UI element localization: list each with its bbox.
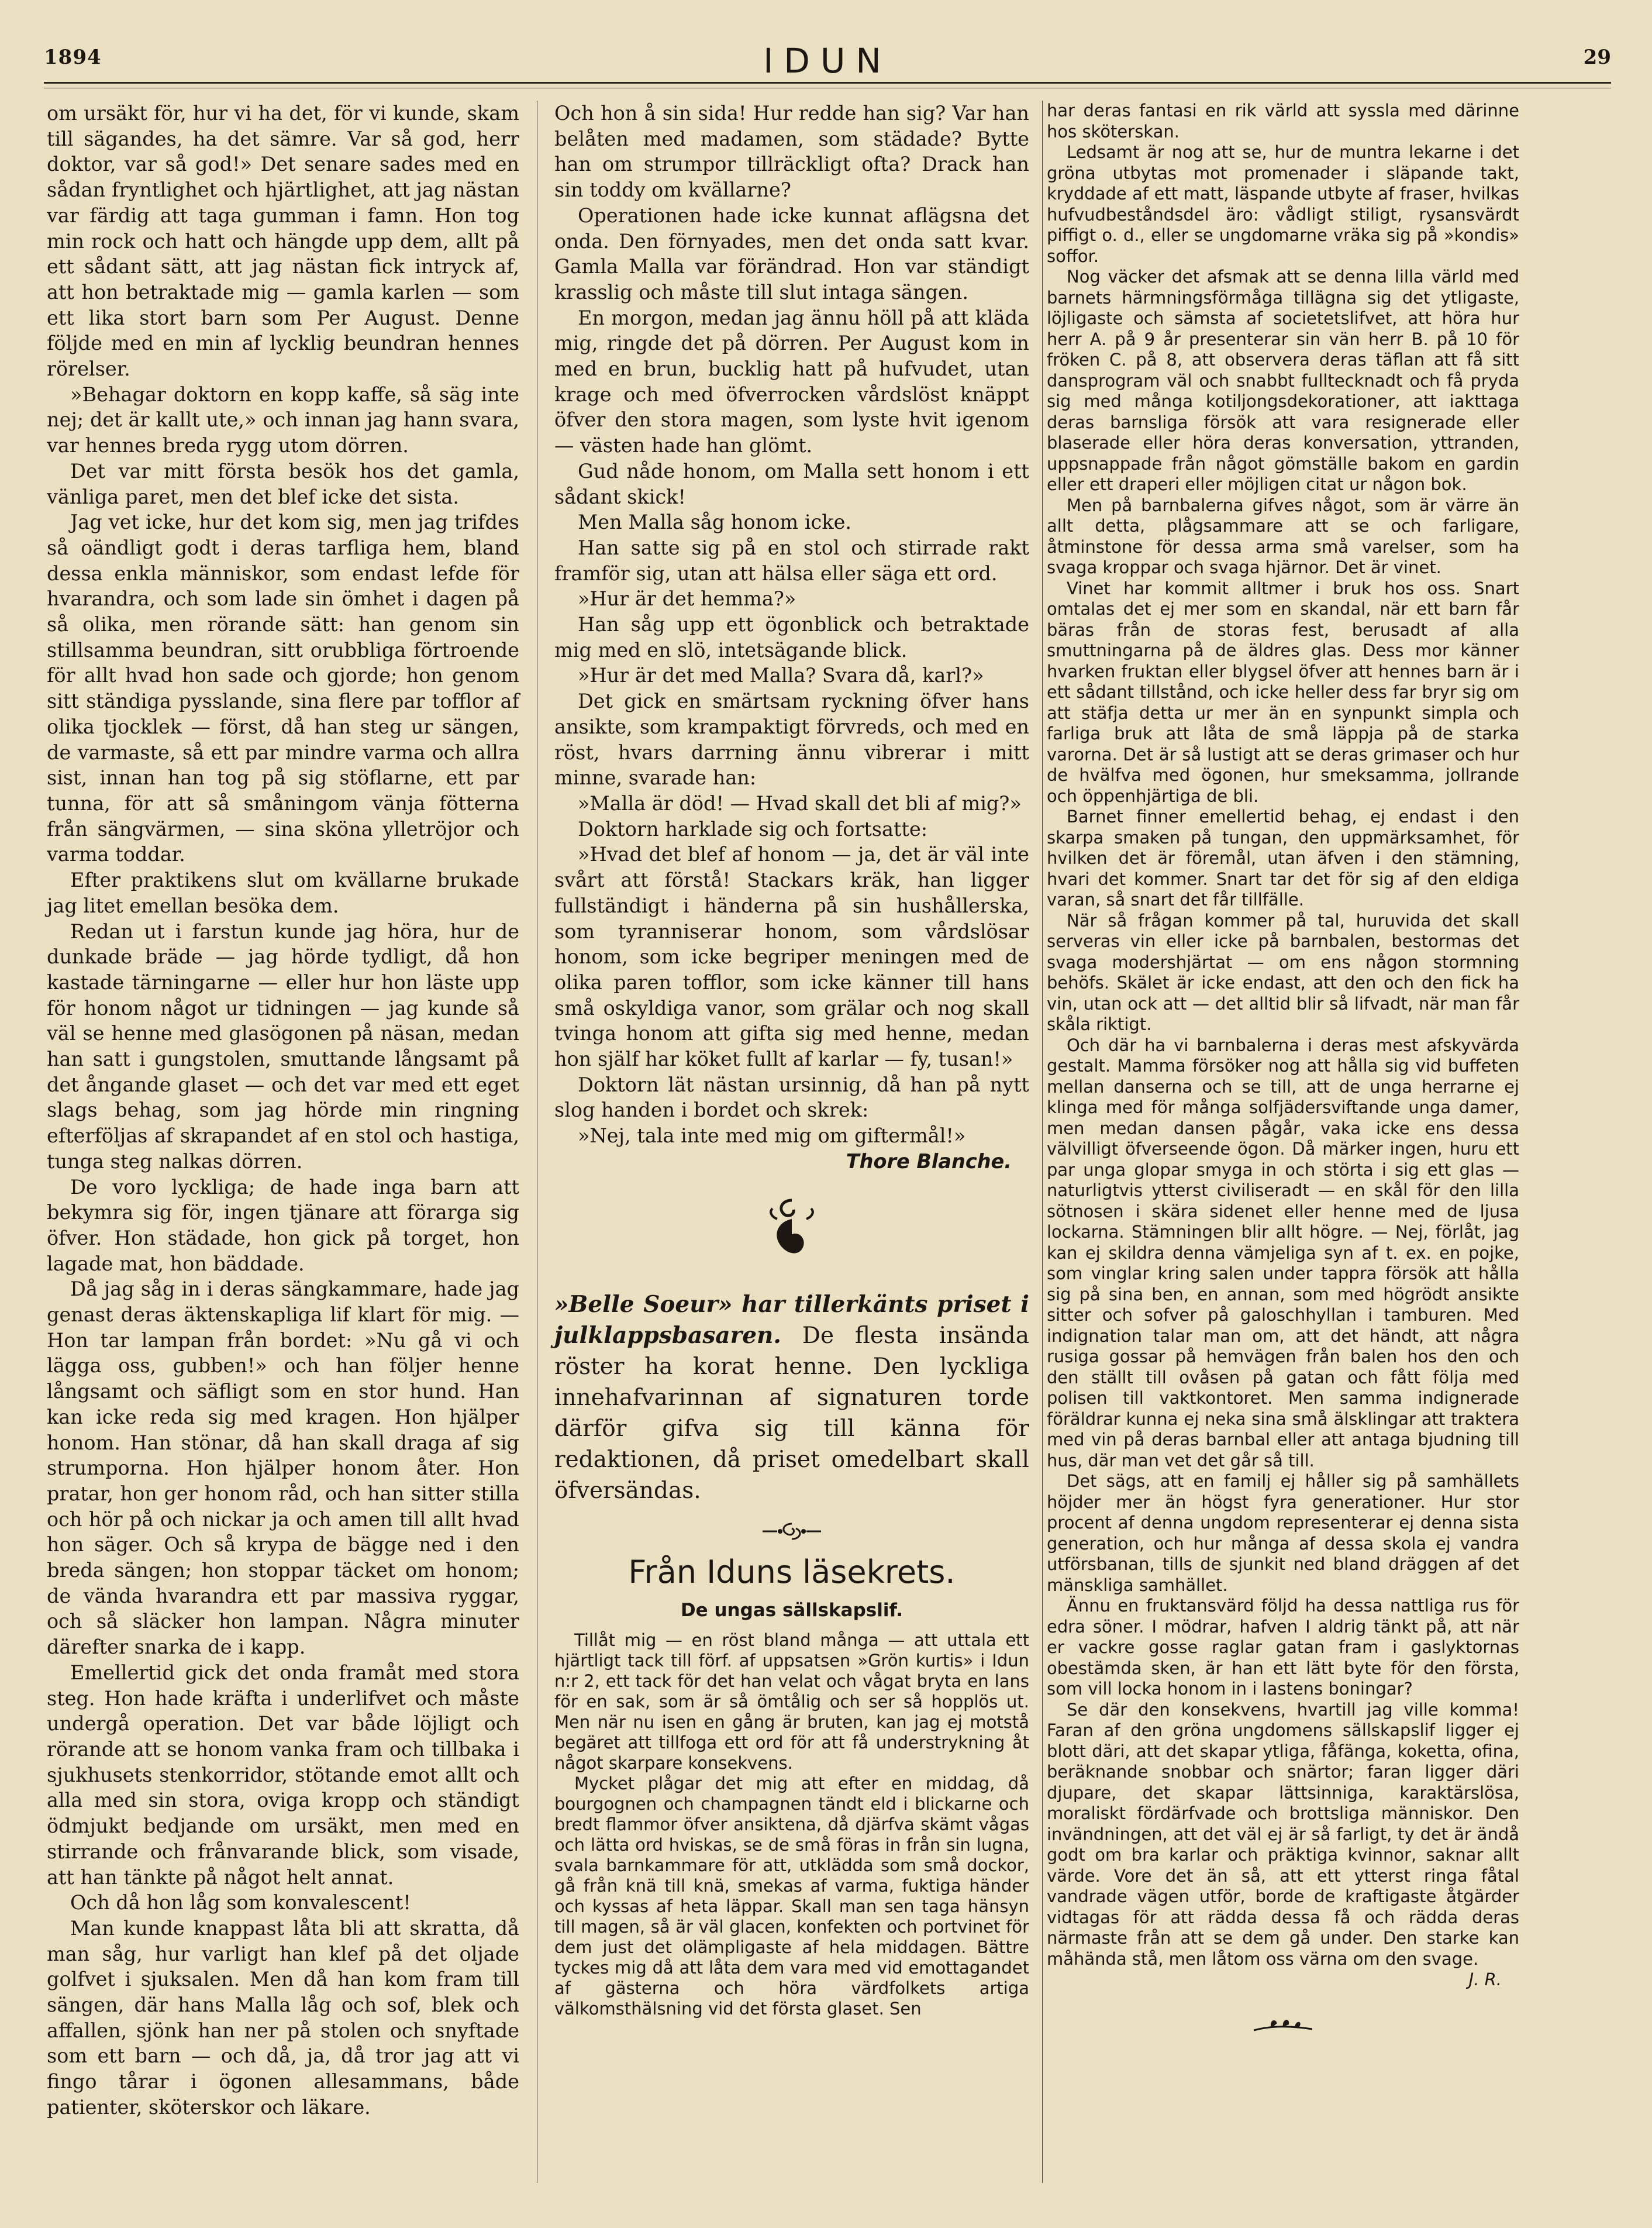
article-body (554, 1630, 1029, 2019)
col1-paragraph: Jag vet icke, hur det kom sig, men jag trifdes så oändligt godt i deras tarfliga hem, bland dessa enkla människor, som endast lefde för hvarandra, och som lade sin ömhet i dagen på så olika, men rörande sätt: han genom sin stillsamma beundran, sitt orubbliga förtroende för allt hvad hon sade och gjorde; hon genom sitt ständiga pysslande, sina flere par tofflor af olika tjocklek — först, då han steg ur sängen, de varmaste, så ett par mindre varma och allra sist, innan han tog på sig stöflarne, ett par tunna, för att så småningom vänja fötterna från sängvärmen, — sina sköna ylletröjor och varma toddar. (47, 511, 519, 866)
header-rule (44, 82, 1611, 84)
scroll-ornament-icon (760, 1521, 824, 1541)
article-paragraph: Tillåt mig — en röst bland många — att uttala ett hjärtligt tack till förf. af uppsatsen »Grön kurtis» i Idun n:r 2, ett tack för det han velat och vågat bryta en lans för en sak, som är så ömtålig och ser så hopplös ut. Men när nu isen en gång är bruten, kan jag ej motstå begäret att tillfoga ett ord för att få understrykning åt något skarpare konsekvens. (554, 1630, 1029, 1774)
column-divider (1042, 101, 1043, 2183)
col2-paragraph: Operationen hade icke kunnat aflägsna det onda. Den förnyades, men det onda satt kvar. Gamla Malla var förändrad. Hon var ständigt krasslig och måste till slut intaga sängen. (554, 204, 1029, 304)
col1-paragraph: Det var mitt första besök hos det gamla, vänliga paret, men det blef icke det sista. (47, 459, 519, 508)
col1-paragraph: Emellertid gick det onda framåt med stora steg. Hon hade kräfta i underlifvet och måste undergå operation. Det var både löjligt och rörande att se honom vanka fram och tillbaka i sjukhusets stenkorridor, stötande emot allt och alla med sin stora, oviga kropp och ständigt ödmjukt bedjande om ursäkt, men med en stirrande och frånvarande blick, som visade, att han tänkte på något helt annat. (47, 1661, 519, 1889)
col3-paragraph: Barnet finner emellertid behag, ej endast i den skarpa smaken på tungan, den uppmärksamhet, för hvilken det är föremål, utan äfven i den stämning, hvari det kommer. Snart tar det för sig af den eldiga varan, så snart det får tillfälle. (1047, 807, 1519, 910)
story-signature: Thore Blanche. (846, 1149, 1012, 1173)
col1-paragraph: De voro lyckliga; de hade inga barn att bekymra sig för, ingen tjänare att förarga sig öfver. Hon städade, hon gick på torget, hon lagade mat, hon bäddade. (47, 1175, 519, 1275)
column-3 (1047, 101, 1519, 2054)
end-ornament (1047, 2014, 1519, 2043)
col3-paragraph: När så frågan kommer på tal, huruvida det skall serveras vin eller icke på barnbalen, bestormas det svaga modershjärtat — om ens någon stormning behöfs. Skälet är icke endast, att den och den fick ha vin, utan ock att — det alltid blir så lifvadt, när man får skåla riktigt. (1047, 910, 1519, 1034)
col3-paragraph: Vinet har kommit alltmer i bruk hos oss. Snart omtalas det ej mer som en skandal, när ett barn får bäras från de storas fest, berusadt af alla smuttningarna på de äldres glas. Dess mor känner hvarken fruktan eller blygsel öfver att hennes barn är i ett sådant tillstånd, och icke heller dess far bryr sig om att stäfja detta ur mer än en synpunkt simpla och farliga bruk att låta de små läppja på de starka varorna. Det är så lustigt att se deras grimaser och hur de hvälfva med ögonen, hur smeksamma, jollrande och öppenhjärtiga de bli. (1047, 578, 1519, 806)
col3-paragraph: Nog väcker det afsmak att se denna lilla värld med barnets härmningsförmåga tillägna sig det ytligaste, löjligaste och sämsta af societetslifvet, att höra hur herr A. på 9 år presenterar sin vän herr B. på 10 för fröken C. på 8, att observera deras täflan att få sitt dansprogram väl och snabbt fulltecknadt och få pryda sig med många kotiljongsdekorationer, att iakttaga deras barnsliga försök att vara resignerade eller blaserade eller höra deras konversation, yttranden, uppsnappade från något gömställe bakom en gardin eller ett draperi eller möjligen citat ur någon bok. (1047, 267, 1519, 494)
section-title: Från Iduns läsekrets. (628, 1553, 956, 1590)
fleuron-icon (765, 1196, 818, 1260)
col3-paragraph: Ledsamt är nog att se, hur de muntra lekarne i det gröna utbytas mot promenader i släpande takt, kryddade af ett matt, läspande utbyte af fraser, hvilkas hufvudbeståndsdel äro: vådligt stiligt, rysansvärdt piffigt o. d., eller se ungdomarne vräka sig på »kondis» soffor. (1047, 142, 1519, 266)
col2-paragraph: Men Malla såg honom icke. (578, 511, 852, 534)
page-header (44, 41, 1611, 82)
col3-paragraph: har deras fantasi en rik värld att syssla med därinne hos sköterskan. (1047, 101, 1519, 142)
col3-paragraph: Men på barnbalerna gifves något, som är värre än allt detta, plågsammare att se och farligare, åtminstone för dessa arma små varelser, som ha svaga kroppar och svaga hjärnor. Det är vinet. (1047, 495, 1519, 577)
floral-ornament-icon (1248, 2014, 1318, 2037)
col2-paragraph: Han satte sig på en stol och stirrade rakt framför sig, utan att hälsa eller säga ett ord. (554, 536, 1029, 585)
col2-paragraph: En morgon, medan jag ännu höll på att kläda mig, ringde det på dörren. Per August kom in med en brun, bucklig hatt på hufvudet, utan krage och med öfverrocken vårdslöst knäppt öfver den stora magen, som lyste hvit igenom — västen hade han glömt. (554, 306, 1029, 457)
col2-paragraph: »Hur är det hemma?» (578, 587, 796, 611)
col3-paragraph: Och där ha vi barnbalerna i deras mest afskyvärda gestalt. Mamma försöker nog att hålla sig vid buffeten mellan danserna och se till, att de unga herrarne ej klinga med för många solfjädersviftande unga damer, men medan dansen pågår, vaka icke ens dessa välvilligt öfverseende ögon. Då märker ingen, huru ett par unga glopar smyga in och störta i sig ett glas — naturligtvis ytterst civiliseradt — en skål för den lilla sötnosen i skära sidenet eller henne med de ljusa lockarna. Stämningen blir allt högre. — Nej, förlåt, jag kan ej skildra denna vämjeliga syn af t. ex. en pojke, som vinglar kring salen under tappra försök att hålla sig på sina ben, en annan, som med högrödt ansikte sitter och sofver på galoschhyllan i tamburen. Med indignation talar man om, att det händt, att några rusiga gossar på hemvägen från balen hos den och den ställt till ovåsen på gatan och fått följa med polisen till vaktkontoret. Men samma indignerade föräldrar kunna ej neka sina små älsklingar att traktera med vin på deras barnbal eller att antaga bjudning till hus, där man vet det går så till. (1047, 1035, 1519, 1471)
col2-paragraph: Det gick en smärtsam ryckning öfver hans ansikte, som krampaktigt förvreds, och med en röst, hvars darrning ännu vibrerar i mitt minne, svarade han: (554, 690, 1029, 790)
col2-paragraph: Och hon å sin sida! Hur redde han sig? Var han belåten med madamen, som städade? Bytte han om strumpor tillräckligt ofta? Drack han sin toddy om kvällarne? (554, 102, 1029, 202)
article-subtitle: De ungas sällskapslif. (680, 1599, 903, 1621)
col3-paragraph: Se där den konsekvens, hvartill jag ville komma! Faran af den gröna ungdomens sällskapslif ligger ej blott däri, att det skapar ytliga, fåfänga, koketta, ofina, beräknande snobbar och snärtor; faran ligger däri djupare, det skapar lättsinniga, karaktärslösa, moraliskt fördärfvade och brottsliga människor. Den invändningen, att det väl ej är så farligt, ty det är ändå godt om bra karlar och präktiga kvinnor, saknar allt värde. Vore det än så, att ett ytterst ringa fåtal vandrade vägen utför, borde de kraftigaste åtgärder vidtagas för att rädda dessa få och rädda deras närmaste från att se dem gå under. Den starke kan måhända stå, men låtom oss värna om den svage. (1047, 1699, 1519, 1969)
col1-paragraph: om ursäkt för, hur vi ha det, för vi kunde, skam till sägandes, ha det sämre. Var så god, herr doktor, var så god!» Det senare sades med en sådan fryntlighet och hjärtlighet, att jag nästan var färdig att taga gumman i famn. Hon tog min rock och hatt och hängde upp dem, allt på ett sådant sätt, att jag nästan fick intryck af, att hon betraktade mig — gamla karlen — som ett lika stort barn som Per August. Denne följde med en min af lycklig beundran hennes rörelser. (47, 102, 519, 381)
col2-paragraph: Gud nåde honom, om Malla sett honom i ett sådant skick! (554, 459, 1029, 508)
col3-paragraph: Det sägs, att en familj ej håller sig på samhällets höjder mer än högst fyra generationer. Hur stor procent af denna ungdom representerar ej denna sista generation, och hur många af dessa skola ej vandra utförsbanan, tills de sjunkit ned bland dräggen af det mänskliga samhället. (1047, 1471, 1519, 1595)
page-number: 29 (1583, 46, 1611, 69)
col2-paragraph: Doktorn lät nästan ursinnig, då han på nytt slog handen i bordet och skrek: (554, 1073, 1029, 1122)
prize-notice (554, 1289, 1029, 1506)
column-2 (554, 101, 1029, 2019)
col2-paragraph: »Hvad det blef af honom — ja, det är väl inte svårt att förstå! Stackars kräk, han ligger fullständigt i händerna på sin hushållerska, som tyranniserar honom, som vårdslösar honom, som icke begriper meningen med de olika paren tofflor, som icke känner till hans små oskyldiga vanor, som grälar och nog skall tvinga honom att gifta sig med henne, medan hon själf har köket fullt af karlar — fy, tusan!» (554, 843, 1029, 1071)
col1-paragraph: Redan ut i farstun kunde jag höra, hur de dunkade bräde — jag hörde tydligt, då hon kastade tärningarne — eller hur hon läste upp för honom något ur tidningen — jag kunde så väl se henne med glasögonen på näsan, medan han satt i gungstolen, smuttande långsamt på det ångande glaset — och det var med ett eget slags behag, som jag hörde min ringning efterföljas af skrapandet af en stol och hastiga, tunga steg nalkas dörren. (47, 920, 519, 1173)
col2-paragraph: Doktorn harklade sig och fortsatte: (578, 817, 928, 841)
masthead: IDUN (763, 41, 892, 81)
col2-paragraph: Han såg upp ett ögonblick och betraktade mig med en slö, intetsägande blick. (554, 613, 1029, 662)
article-signature: J. R. (1468, 1969, 1502, 1989)
prize-notice-lead: »Belle Soeur» har tillerkänts priset i julklappsbasaren. (554, 1291, 1029, 1349)
article-paragraph: Mycket plågar det mig att efter en middag, då bourgognen och champagnen tändt eld i blickarne och bredt flammor öfver ansiktena, då djärfva skämt vågas och lätta ord hviskas, se de små föras in från sin lugna, svala barnkammare för att, utklädda som små dockor, gå från knä till knä, smekas af varma, fuktiga händer och kyssas af heta läppar. Skall man sen taga hänsyn till magen, så är väl glacen, konfekten och portvinet för dem just det olämpligaste af hela middagen. Bättre tyckes mig då att låta dem vara med vid emottagandet af gästerna och höra värdfolkets artiga välkomsthälsning vid det första glaset. Sen (554, 1774, 1029, 2019)
fleuron-ornament (554, 1196, 1029, 1266)
col1-paragraph: Man kunde knappast låta bli att skratta, då man såg, hur varligt han klef på det oljade golfvet i sjuksalen. Men då han kom fram till sängen, där hans Malla låg och sof, blek och affallen, sjönk han ner på stolen och snyftade som ett barn — och då, ja, då tror jag att vi fingo tårar i ögonen allesammans, både patienter, sköterskor och läkare. (47, 1916, 519, 2119)
col1-paragraph: Då jag såg in i deras sängkammare, hade jag genast deras äktenskapliga lif klart för mig. — Hon tar lampan från bordet: »Nu gå vi och lägga oss, gubben!» och han följer henne långsamt och säfligt som en stor hund. Han kan icke reda sig med kragen. Hon hjälper honom. Han stönar, då han skall draga af sig strumporna. Hon hjälper honom åter. Hon pratar, hon ger honom råd, och han sitter stilla och hör på och nickar ja och amen till allt hvad hon säger. Och så krypa de bägge ned i den breda sängen; hon stoppar täcket om honom; de vända hvarandra ett par massiva ryggar, och så släcker hon lampan. Några minuter därefter snarka de i kapp. (47, 1277, 519, 1659)
col1-paragraph: »Behagar doktorn en kopp kaffe, så säg inte nej; det är kallt ute,» och innan jag hann svara, var hennes breda rygg utom dörren. (47, 383, 519, 457)
column-1 (47, 101, 519, 2120)
col3-paragraph: Ännu en fruktansvärd följd ha dessa nattliga rus för edra söner. I mödrar, hafven I aldrig tänkt på, att när er vackre gosse raglar gatan fram i gaslyktornas obestämda sken, är han ett lätt byte för den första, som vill locka honom in i lastens boningar? (1047, 1596, 1519, 1699)
prize-notice-text: De flesta insända röster ha korat henne. Den lyckliga innehafvarinnan af signaturen torde därför gifva sig till känna för redaktionen, då priset omedelbart skall öfversändas. (554, 1323, 1029, 1504)
col2-paragraph: »Hur är det med Malla? Svara då, karl?» (578, 664, 984, 687)
col1-paragraph: Och då hon låg som konvalescent! (70, 1891, 411, 1914)
col2-paragraph: »Malla är död! — Hvad skall det bli af mig?» (578, 791, 1022, 815)
divider-ornament (554, 1521, 1029, 1548)
header-year: 1894 (44, 46, 102, 69)
col1-paragraph: Efter praktikens slut om kvällarne brukade jag litet emellan besöka dem. (47, 869, 519, 917)
col2-paragraph: »Nej, tala inte med mig om giftermål!» (578, 1124, 966, 1148)
